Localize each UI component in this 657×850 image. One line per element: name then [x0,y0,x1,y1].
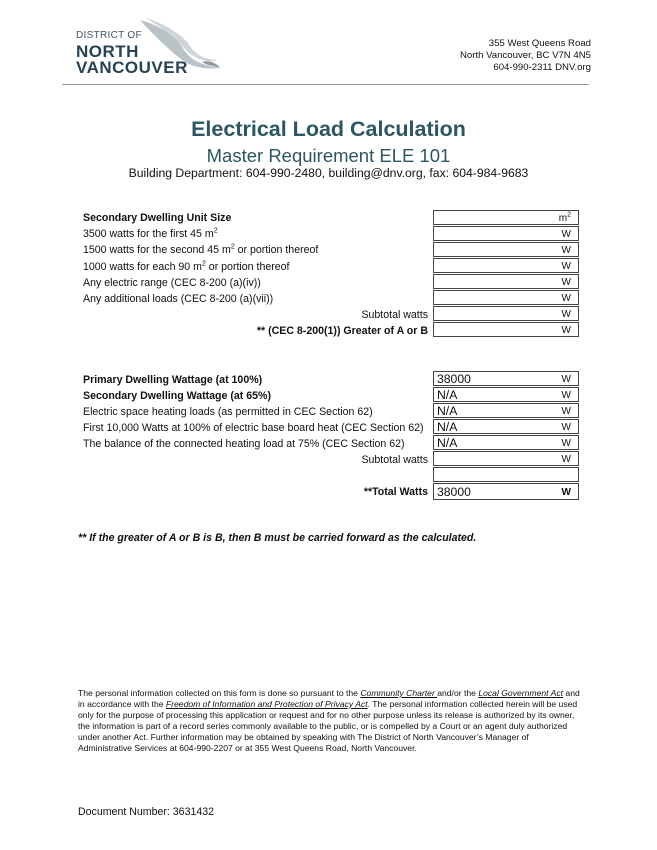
link-local-government-act[interactable]: Local Government Act [478,688,564,698]
field-value: 38000 [437,485,471,499]
unit-label: W [561,487,571,498]
field-first-10000-watts[interactable] [433,419,579,434]
field-second-45[interactable] [433,242,579,257]
field-blank-row[interactable] [433,467,579,482]
unit-label: W [561,293,571,304]
unit-label: W [561,309,571,320]
field-value: 38000 [437,372,471,386]
link-foippa[interactable]: Freedom of Information and Protection of Privacy Act [165,698,368,709]
label-secondary-unit-size: Secondary Dwelling Unit Size [83,212,232,224]
unit-label: W [561,374,571,385]
field-total-watts[interactable] [433,483,579,500]
field-balance-heating[interactable] [433,435,579,450]
field-space-heating[interactable] [433,403,579,418]
field-first-45[interactable] [433,226,579,241]
field-subtotal-a[interactable] [433,306,579,321]
unit-label: $m^2$ [558,211,571,224]
label-first-45: 3500 watts for the first 45 $m^2$ [83,227,218,240]
district-address [460,38,591,75]
label-subtotal-a: Subtotal watts [361,309,428,321]
label-subtotal-b: Subtotal watts [361,454,428,466]
unit-label: W [561,454,571,465]
privacy-statement: The personal information collected on this form is done so pursuant to the Community Charter and/or the Local Government Act and in accordance with the Freedom of Information and Protection of Privacy Act. The personal information collected herein will be used only for the purpose of processing this application or request and for no other purpose unless its release is authorized by its owner, the information is part of a record series commonly available to the public, or is compelled by a Court or an agent duly authorized under another Act. Further information may be obtained by speaking with The District of North Vancouver’s Manager of Administrative Services at 604-990-2207 or at 355 West Queens Road, North Vancouver. [78,688,580,753]
label-total-watts: **Total Watts [363,486,428,498]
label-additional-loads: Any additional loads (CEC 8-200 (a)(vii)) [83,293,274,305]
label-space-heating: Electric space heating loads (as permitted in CEC Section 62) [83,406,373,418]
department-contact: Building Department: 604-990-2480, building@dnv.org, fax: 604-984-9683 [128,166,529,180]
label-electric-range: Any electric range (CEC 8-200 (a)(iv)) [83,277,261,289]
address-city: North Vancouver, BC V7N 4N5 [460,50,591,62]
eagle-feather-icon [132,16,222,76]
address-street: 355 West Queens Road [488,38,591,49]
header-divider [62,84,589,85]
field-subtotal-b[interactable] [433,451,579,466]
unit-label: W [561,229,571,240]
label-each-90: 1000 watts for each 90 $m^2$ or portion thereof [83,260,290,273]
unit-label: W [561,390,571,401]
dnv-logo [76,22,226,82]
unit-label: W [561,261,571,272]
unit-label: W [561,406,571,417]
unit-label: W [561,245,571,256]
label-secondary-dwelling: Secondary Dwelling Wattage (at 65%) [83,390,271,402]
document-number: Document Number: 3631432 [78,806,215,818]
field-secondary-dwelling[interactable] [433,387,579,402]
unit-label: W [561,325,571,336]
field-each-90[interactable] [433,258,579,273]
field-secondary-unit-size[interactable] [433,210,579,225]
field-value: N/A [437,388,458,402]
field-value: N/A [437,420,458,434]
field-electric-range[interactable] [433,274,579,289]
address-phone-web: 604-990-2311 DNV.org [493,62,591,74]
label-greater-of-a-or-b: ** (CEC 8-200(1)) Greater of A or B [256,325,428,337]
logo-line-vancouver: VANCOUVER [76,58,188,77]
unit-label: W [561,438,571,449]
field-greater-of-a-or-b[interactable] [433,322,579,337]
calculation-note: ** If the greater of A or B is B, then B must be carried forward as the calculated. [78,532,477,544]
unit-label: W [561,422,571,433]
field-value: N/A [437,436,458,450]
field-primary-dwelling[interactable] [433,371,579,386]
unit-label: W [561,277,571,288]
field-additional-loads[interactable] [433,290,579,305]
field-value: N/A [437,404,458,418]
label-first-10000-watts: First 10,000 Watts at 100% of electric base board heat (CEC Section 62) [83,422,424,434]
label-balance-heating: The balance of the connected heating load at 75% (CEC Section 62) [83,438,405,450]
logo-line-district: DISTRICT OF [76,30,142,41]
label-primary-dwelling: Primary Dwelling Wattage (at 100%) [83,374,263,386]
page-title: Electrical Load Calculation [191,117,466,141]
link-community-charter[interactable]: Community Charter [360,688,438,698]
page-subtitle: Master Requirement ELE 101 [206,145,451,166]
logo-line-north: NORTH [76,42,139,61]
label-second-45: 1500 watts for the second 45 $m^2$ or portion thereof [83,243,319,256]
